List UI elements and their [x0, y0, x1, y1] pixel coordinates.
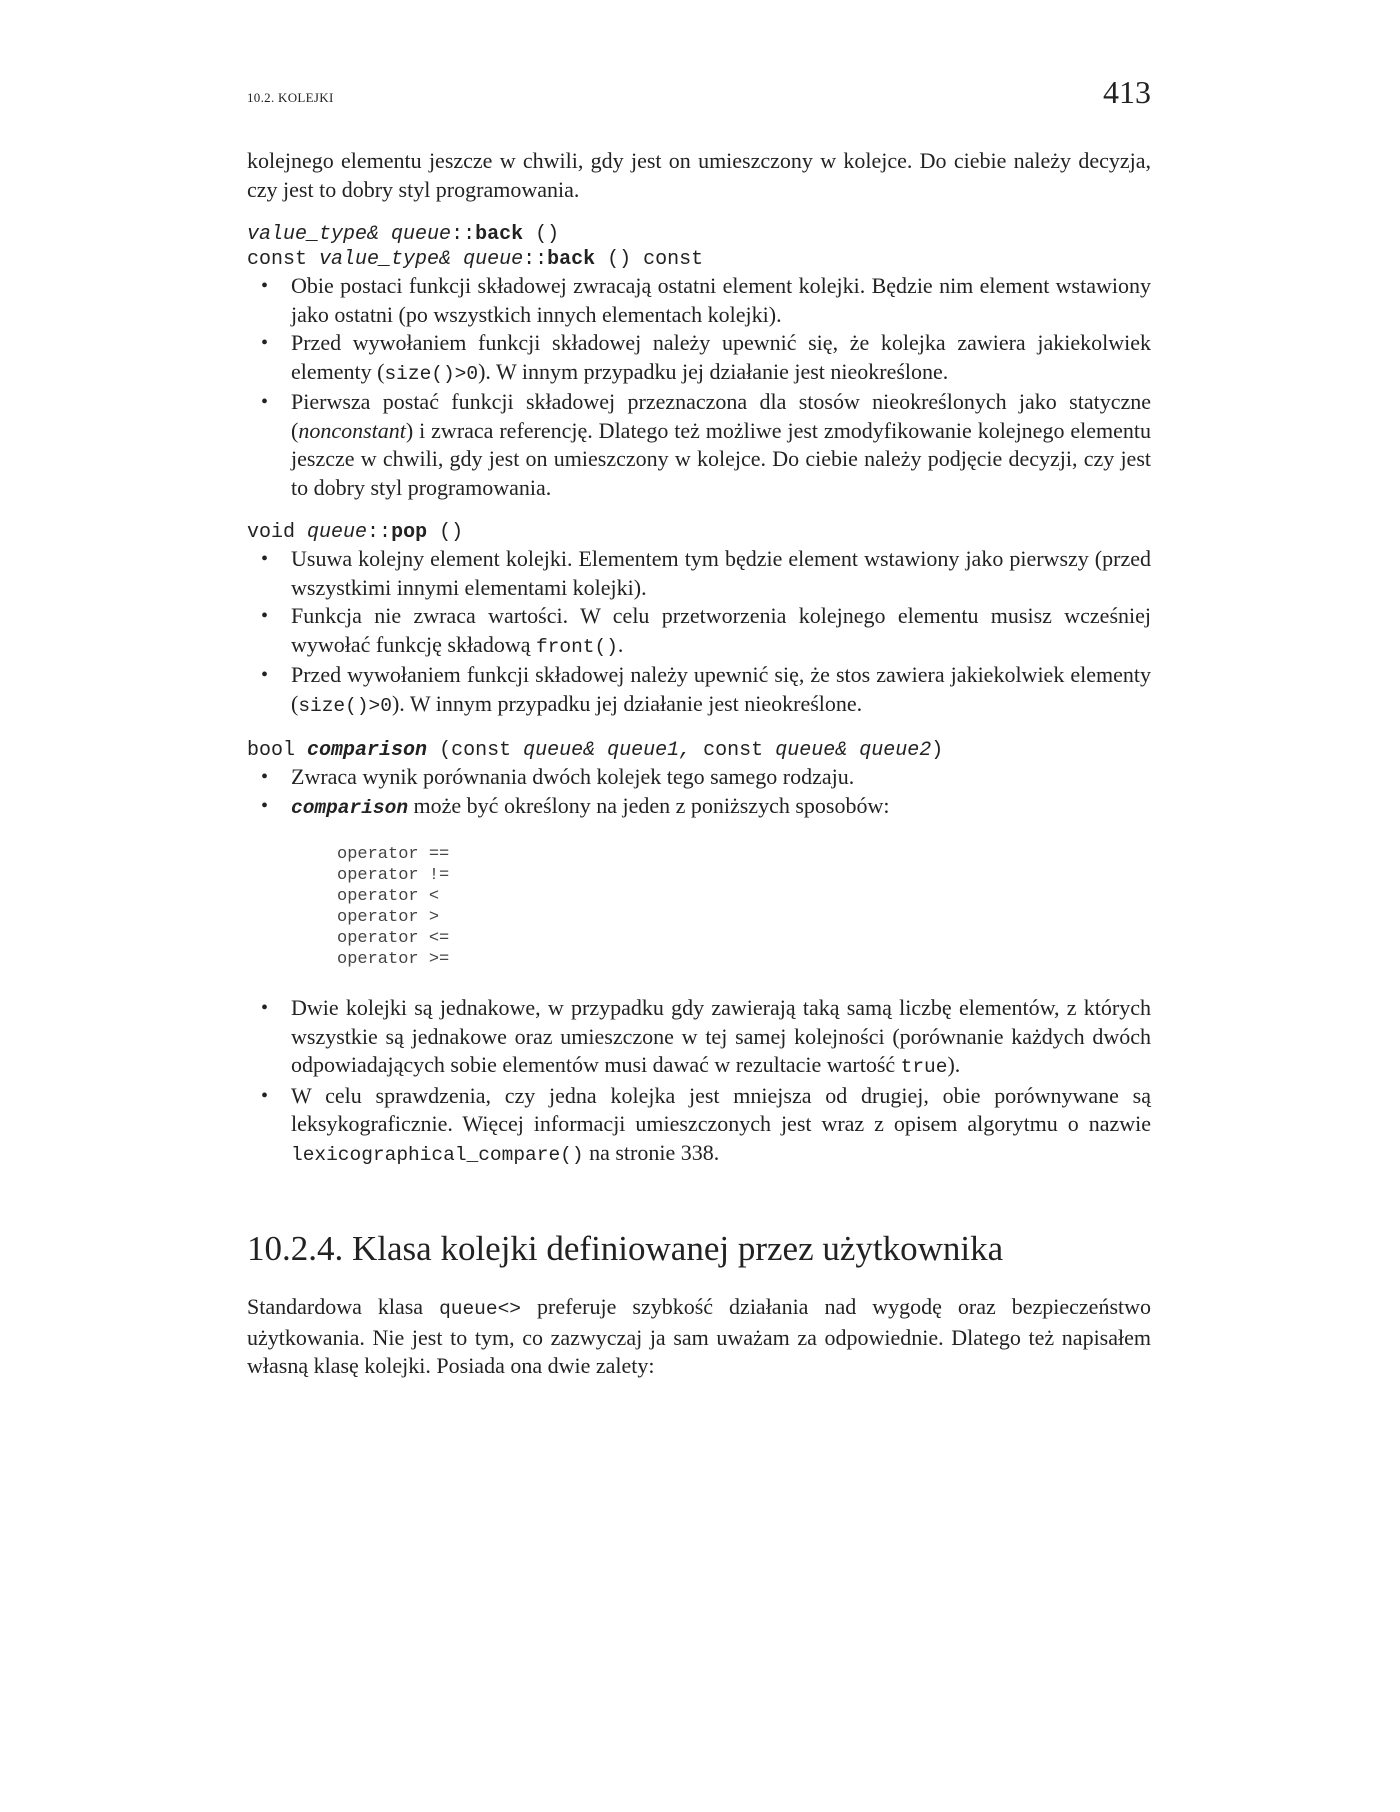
section-heading: 10.2.4. Klasa kolejki definiowanej przez użytkownika — [247, 1229, 1004, 1268]
list-item: • Przed wywołaniem funkcji składowej należy upewnić się, że kolejka zawiera jakiekolwiek elementy (size()>0). W innym przypadku jej działanie jest nieokreślone. — [247, 329, 1151, 388]
intro-paragraph: kolejnego elementu jeszcze w chwili, gdy jest on umieszczony w kolejce. Do ciebie należy decyzja, czy jest to dobry styl programowania. — [247, 148, 1151, 202]
running-title: 10.2. KOLEJKI — [247, 90, 334, 105]
operator-item: operator <= — [337, 929, 450, 948]
operator-item: operator == — [337, 845, 450, 864]
operator-item: operator > — [337, 908, 440, 927]
page-body — [247, 147, 1151, 1381]
operator-item: operator < — [337, 887, 440, 906]
back-signature-line-1: value_type& queue::back () — [247, 223, 560, 246]
pop-bullet-list — [247, 545, 1151, 720]
list-item: • Funkcja nie zwraca wartości. W celu przetworzenia kolejnego elementu musisz wcześniej wywołać funkcję składową front(). — [247, 602, 1151, 661]
pop-signature: void queue::pop () — [247, 521, 464, 544]
list-item: • Dwie kolejki są jednakowe, w przypadku gdy zawierają taką samą liczbę elementów, z których wszystkie są jednakowe oraz umieszczone w tej samej kolejności (porównanie każdych dwóch odpowiadających sobie elementów musi dawać w rezultacie wartość true). — [247, 994, 1151, 1082]
back-bullet-list — [247, 272, 1151, 502]
list-item: • Zwraca wynik porównania dwóch kolejek tego samego rodzaju. — [247, 763, 1151, 792]
operator-list — [337, 844, 1151, 970]
operator-item: operator >= — [337, 950, 450, 969]
comparison-signature: bool comparison (const queue& queue1, const queue& queue2) — [247, 739, 944, 762]
back-signature-line-2: const value_type& queue::back () const — [247, 248, 704, 271]
list-item: • Usuwa kolejny element kolejki. Elementem tym będzie element wstawiony jako pierwszy (przed wszystkimi innymi elementami kolejki). — [247, 545, 1151, 602]
list-item: • comparison może być określony na jeden z poniższych sposobów: — [247, 792, 1151, 823]
list-item: • Przed wywołaniem funkcji składowej należy upewnić się, że stos zawiera jakiekolwiek elementy (size()>0). W innym przypadku jej działanie jest nieokreślone. — [247, 661, 1151, 720]
comparison-notes-list — [247, 994, 1151, 1169]
list-item: • Obie postaci funkcji składowej zwracają ostatni element kolejki. Będzie nim element wstawiony jako ostatni (po wszystkich innych elementach kolejki). — [247, 272, 1151, 329]
list-item: • Pierwsza postać funkcji składowej przeznaczona dla stosów nieokreślonych jako statyczne (nonconstant) i zwraca referencję. Dlatego też możliwe jest zmodyfikowanie kolejnego elementu jeszcze w chwili, gdy jest on umieszczony w kolejce. Do ciebie należy podjęcie decyzji, czy jest to dobry styl programowania. — [247, 388, 1151, 502]
list-item: • W celu sprawdzenia, czy jedna kolejka jest mniejsza od drugiej, obie porównywane są leksykograficznie. Więcej informacji umieszczonych jest wraz z opisem algorytmu o nazwie lexicographical_compare() na stronie 338. — [247, 1082, 1151, 1170]
page-number: 413 — [1103, 74, 1151, 110]
operator-item: operator != — [337, 866, 450, 885]
section-paragraph: Standardowa klasa queue<> preferuje szybkość działania nad wygodę oraz bezpieczeństwo użytkowania. Nie jest to tym, co zazwyczaj ja sam uważam za odpowiednie. Dlatego też napisałem własną klasę kolejki. Posiada ona dwie zalety: — [247, 1294, 1152, 1378]
back-signature — [247, 222, 1151, 272]
running-head — [247, 74, 1151, 114]
comparison-bullet-list — [247, 763, 1151, 822]
